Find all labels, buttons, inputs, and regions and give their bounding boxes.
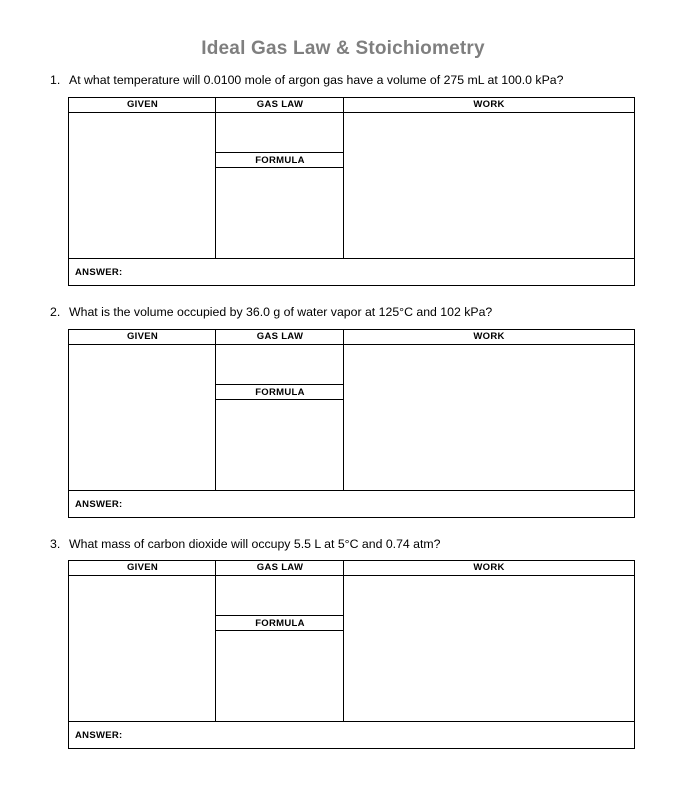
given-header: GIVEN <box>126 99 159 110</box>
question-1-answer-grid <box>68 97 635 286</box>
header-divider <box>69 575 634 576</box>
header-divider <box>69 344 634 345</box>
question-2-answer-grid <box>68 329 635 518</box>
answer-divider <box>69 721 634 722</box>
work-header: WORK <box>473 331 505 342</box>
header-divider <box>69 112 634 113</box>
given-divider <box>215 561 216 721</box>
formula-label: FORMULA <box>255 618 305 629</box>
question-2-number: 2. <box>50 305 61 319</box>
work-header: WORK <box>473 562 505 573</box>
work-header: WORK <box>473 99 505 110</box>
gas-law-header: GAS LAW <box>256 562 304 573</box>
answer-divider <box>69 490 634 491</box>
worksheet-title: Ideal Gas Law & Stoichiometry <box>201 38 485 59</box>
given-header: GIVEN <box>126 562 159 573</box>
question-3-answer-grid <box>68 560 635 749</box>
formula-bottom-line <box>216 399 344 400</box>
formula-label: FORMULA <box>255 387 305 398</box>
answer-divider <box>69 258 634 259</box>
answer-label: ANSWER: <box>75 267 123 278</box>
given-divider <box>215 98 216 258</box>
gas-law-divider <box>343 98 344 258</box>
formula-bottom-line <box>216 167 344 168</box>
question-2-text: What is the volume occupied by 36.0 g of water vapor at 125°C and 102 kPa? <box>69 305 493 319</box>
formula-label: FORMULA <box>255 155 305 166</box>
question-1-number: 1. <box>50 73 61 87</box>
question-3-text: What mass of carbon dioxide will occupy 5.5 L at 5°C and 0.74 atm? <box>69 537 441 551</box>
question-2 <box>50 305 492 319</box>
gas-law-divider <box>343 561 344 721</box>
gas-law-divider <box>343 330 344 490</box>
question-3-number: 3. <box>50 537 61 551</box>
answer-label: ANSWER: <box>75 499 123 510</box>
given-header: GIVEN <box>126 331 159 342</box>
gas-law-header: GAS LAW <box>256 99 304 110</box>
given-divider <box>215 330 216 490</box>
question-1-text: At what temperature will 0.0100 mole of argon gas have a volume of 275 mL at 100.0 kPa? <box>69 73 564 87</box>
question-3 <box>50 537 441 551</box>
question-1 <box>50 73 563 87</box>
answer-label: ANSWER: <box>75 730 123 741</box>
formula-bottom-line <box>216 630 344 631</box>
gas-law-header: GAS LAW <box>256 331 304 342</box>
